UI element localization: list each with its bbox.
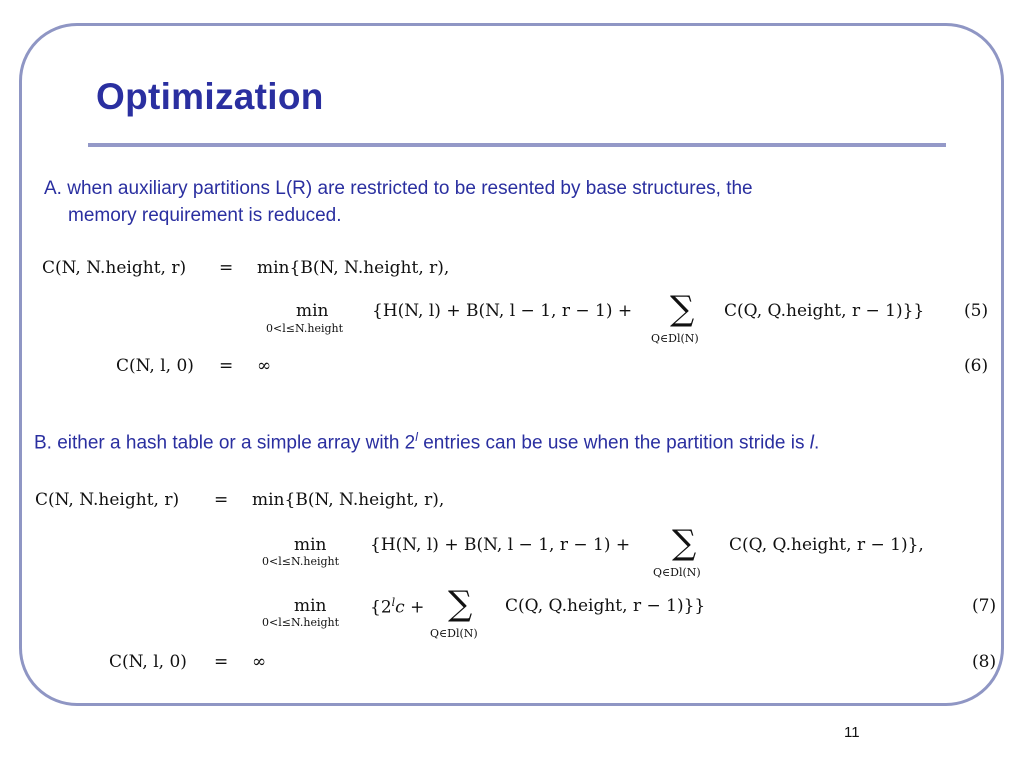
eq6-rhs: ∞	[257, 356, 272, 376]
eq5-sum-subscript: Q∈Dl(N)	[651, 332, 699, 345]
eq5-number: (5)	[964, 301, 989, 321]
bullet-b	[34, 424, 994, 456]
eq7-sum-subscript-2: Q∈Dl(N)	[430, 627, 478, 640]
eq7-min-subscript-2: 0<l≤N.height	[262, 616, 340, 629]
bullet-a-marker: A.	[44, 178, 62, 199]
bullet-b-superscript: l	[415, 430, 418, 444]
eq5-min-operator: min	[296, 301, 329, 321]
eq7-min-operator-1: min	[294, 535, 327, 555]
eq5-lhs: C(N, N.height, r)	[42, 258, 187, 278]
eq7-rhs-line2-tail: C(Q, Q.height, r − 1)},	[729, 535, 924, 555]
slide-title: Optimization	[96, 76, 324, 117]
eq7-min-subscript-1: 0<l≤N.height	[262, 555, 340, 568]
bullet-b-italic-end: l	[809, 432, 814, 454]
eq7-sum-icon-1: ∑	[672, 523, 697, 563]
eq7-rhs-line3-tail: C(Q, Q.height, r − 1)}}	[505, 596, 706, 616]
eq5-equals: =	[219, 258, 234, 278]
eq7-sum-subscript-1: Q∈Dl(N)	[653, 566, 701, 579]
bullet-a-line2: memory requirement is reduced.	[68, 205, 342, 226]
eq8-number: (8)	[972, 652, 997, 672]
bullet-a-line1: when auxiliary partitions L(R) are restricted to be resented by base structures, the	[67, 178, 753, 199]
eq7-rhs-line1: min{B(N, N.height, r),	[252, 490, 445, 510]
eq7-rhs-line2: {H(N, l) + B(N, l − 1, r − 1) +	[370, 535, 631, 555]
eq8-equals: =	[214, 652, 229, 672]
title-divider	[88, 143, 946, 147]
eq5-rhs-line1: min{B(N, N.height, r),	[257, 258, 450, 278]
eq8-rhs: ∞	[252, 652, 267, 672]
eq6-lhs: C(N, l, 0)	[116, 356, 194, 376]
slide-number: 11	[844, 724, 860, 741]
bullet-a	[44, 175, 924, 229]
eq5-min-subscript: 0<l≤N.height	[266, 322, 344, 335]
bullet-b-text-end: .	[814, 432, 820, 454]
eq5-rhs-tail: C(Q, Q.height, r − 1)}}	[724, 301, 925, 321]
bullet-b-text-middle: entries can be use when the partition stride is	[417, 432, 810, 454]
eq5-rhs-line2: {H(N, l) + B(N, l − 1, r − 1) +	[372, 301, 633, 321]
eq7-equals: =	[214, 490, 229, 510]
eq8-lhs: C(N, l, 0)	[109, 652, 187, 672]
eq7-min-operator-2: min	[294, 596, 327, 616]
bullet-b-text-start: either a hash table or a simple array with 2	[57, 432, 416, 454]
eq7-lhs: C(N, N.height, r)	[35, 490, 180, 510]
eq7-sum-icon-2: ∑	[448, 584, 473, 624]
eq6-number: (6)	[964, 356, 989, 376]
bullet-b-marker: B.	[34, 432, 52, 454]
eq7-number: (7)	[972, 596, 997, 616]
eq6-equals: =	[219, 356, 234, 376]
eq5-sum-icon: ∑	[670, 289, 695, 329]
eq7-rhs-line3: {$2^lc$ +	[370, 596, 425, 618]
